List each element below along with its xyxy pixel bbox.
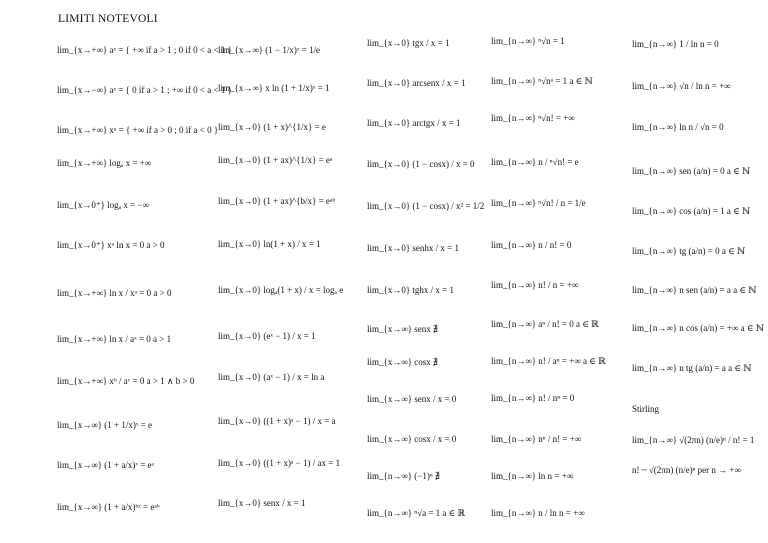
limit-formula: lim_{x→0} tgx / x = 1 [367, 38, 450, 48]
limit-formula: lim_{x→∞} (1 + a/x)ᵇˣ = eᵃᵇ [57, 502, 160, 512]
limit-formula: lim_{x→∞} senx / x = 0 [367, 394, 457, 404]
limit-formula: lim_{x→+∞} aˣ = { +∞ if a > 1 ; 0 if 0 < a < 1 } [57, 45, 232, 55]
limit-formula: lim_{x→0} ln(1 + x) / x = 1 [218, 239, 321, 249]
limit-formula: lim_{n→∞} n! / nⁿ = 0 [491, 393, 575, 403]
limit-formula: lim_{x→∞} x ln (1 + 1/x)ˣ = 1 [218, 83, 330, 93]
limit-formula: lim_{n→∞} 1 / ln n = 0 [632, 39, 719, 49]
limit-formula: lim_{n→∞} ⁿ√n = 1 [491, 36, 565, 46]
limit-formula: lim_{x→0⁺} xᵃ ln x = 0 a > 0 [57, 240, 165, 250]
limit-formula: lim_{n→∞} n! / aⁿ = +∞ a ∈ ℝ [491, 356, 606, 366]
page-title: LIMITI NOTEVOLI [58, 13, 158, 25]
limit-formula: lim_{x→0} (1 + ax)^{1/x} = eᵃ [218, 155, 333, 165]
limit-formula: lim_{n→∞} ln n / √n = 0 [632, 122, 724, 132]
limit-formula: lim_{x→0} ((1 + x)ᵃ − 1) / ax = 1 [218, 458, 341, 468]
limit-formula: lim_{x→+∞} ln x / aˣ = 0 a > 1 [57, 334, 172, 344]
limit-formula: lim_{x→+∞} xᵇ / aˣ = 0 a > 1 ∧ b > 0 [57, 376, 195, 386]
limit-formula: lim_{x→∞} (1 + 1/x)ˣ = e [57, 420, 153, 430]
limit-formula: lim_{x→∞} senx ∄ [367, 324, 438, 334]
limit-formula: lim_{x→0} (1 + x)^{1/x} = e [218, 122, 326, 132]
limit-formula: lim_{n→∞} √n / ln n = +∞ [632, 81, 731, 91]
limit-formula: n! ~ √(2πn) (n/e)ⁿ per n → +∞ [632, 465, 741, 475]
limit-formula: lim_{n→∞} sen (a/n) = 0 a ∈ ℕ [632, 166, 751, 176]
limit-formula: lim_{x→0} (aˣ − 1) / x = ln a [218, 372, 325, 382]
limit-formula: lim_{x→+∞} ln x / xᵃ = 0 a > 0 [57, 288, 172, 298]
limit-formula: lim_{x→0} arctgx / x = 1 [367, 118, 461, 128]
limit-formula: lim_{x→+∞} xᵃ = { +∞ if a > 0 ; 0 if a < 0 } [57, 125, 219, 135]
limit-formula: lim_{x→0} ((1 + x)ᵃ − 1) / x = a [218, 416, 336, 426]
limit-formula: lim_{n→∞} n / ⁿ√n! = e [491, 157, 579, 167]
limit-formula: lim_{x→0} (eˣ − 1) / x = 1 [218, 331, 316, 341]
limit-formula: lim_{n→∞} ⁿ√n! = +∞ [491, 113, 575, 123]
limit-formula: lim_{n→∞} n / ln n = +∞ [491, 508, 585, 518]
limit-formula: lim_{x→0} tghx / x = 1 [367, 285, 454, 295]
limit-formula: lim_{n→∞} (−1)ⁿ ∄ [367, 471, 440, 481]
limit-formula: lim_{x→∞} (1 − 1/x)ˣ = 1/e [218, 45, 321, 55]
limit-formula: lim_{n→∞} ⁿ√n! / n = 1/e [491, 198, 586, 208]
limit-formula: lim_{x→0} (1 + ax)^{b/x} = eᵃᵇ [218, 196, 336, 206]
limit-formula: lim_{x→∞} cosx / x = 0 [367, 434, 457, 444]
limit-formula: lim_{x→0} arcsenx / x = 1 [367, 78, 466, 88]
limit-formula: lim_{x→0} senhx / x = 1 [367, 243, 459, 253]
limit-formula: lim_{x→0} (1 − cosx) / x² = 1/2 [367, 201, 485, 211]
limit-formula: lim_{n→∞} n cos (a/n) = +∞ a ∈ ℕ [632, 323, 764, 333]
limit-formula: lim_{n→∞} n sen (a/n) = a a ∈ ℕ [632, 285, 757, 295]
limit-formula: lim_{n→∞} n tg (a/n) = a a ∈ ℕ [632, 363, 752, 373]
limit-formula: lim_{n→∞} ⁿ√nᵃ = 1 a ∈ ℕ [491, 76, 593, 86]
limit-formula: lim_{x→∞} (1 + a/x)ˣ = eᵃ [57, 460, 155, 470]
limit-formula: lim_{n→∞} √(2πn) (n/e)ⁿ / n! = 1 [632, 435, 755, 445]
limit-formula: lim_{x→0⁺} logₐ x = −∞ [57, 200, 149, 210]
limit-formula: lim_{x→0} logₐ(1 + x) / x = logₐ e [218, 285, 344, 295]
limit-formula: lim_{x→0} (1 − cosx) / x = 0 [367, 159, 475, 169]
limit-formula: lim_{n→∞} aⁿ / n! = 0 a ∈ ℝ [491, 319, 599, 329]
limit-formula: lim_{n→∞} n! / n = +∞ [491, 280, 579, 290]
limit-formula: lim_{n→∞} n / n! = 0 [491, 240, 572, 250]
limit-formula: lim_{n→∞} ln n = +∞ [491, 471, 574, 481]
limit-formula: lim_{x→∞} cosx ∄ [367, 357, 438, 367]
limit-formula: lim_{n→∞} nⁿ / n! = +∞ [491, 434, 582, 444]
limit-formula: lim_{x→0} senx / x = 1 [218, 498, 306, 508]
limit-formula: lim_{n→∞} ⁿ√a = 1 a ∈ ℝ [367, 508, 466, 518]
stirling-heading: Stirling [632, 404, 660, 414]
limit-formula: lim_{n→∞} tg (a/n) = 0 a ∈ ℕ [632, 246, 746, 256]
limit-formula: lim_{n→∞} cos (a/n) = 1 a ∈ ℕ [632, 206, 751, 216]
limit-formula: lim_{x→+∞} logₐ x = +∞ [57, 158, 152, 168]
limit-formula: lim_{x→−∞} aˣ = { 0 if a > 1 ; +∞ if 0 < a < 1 } [57, 85, 232, 95]
